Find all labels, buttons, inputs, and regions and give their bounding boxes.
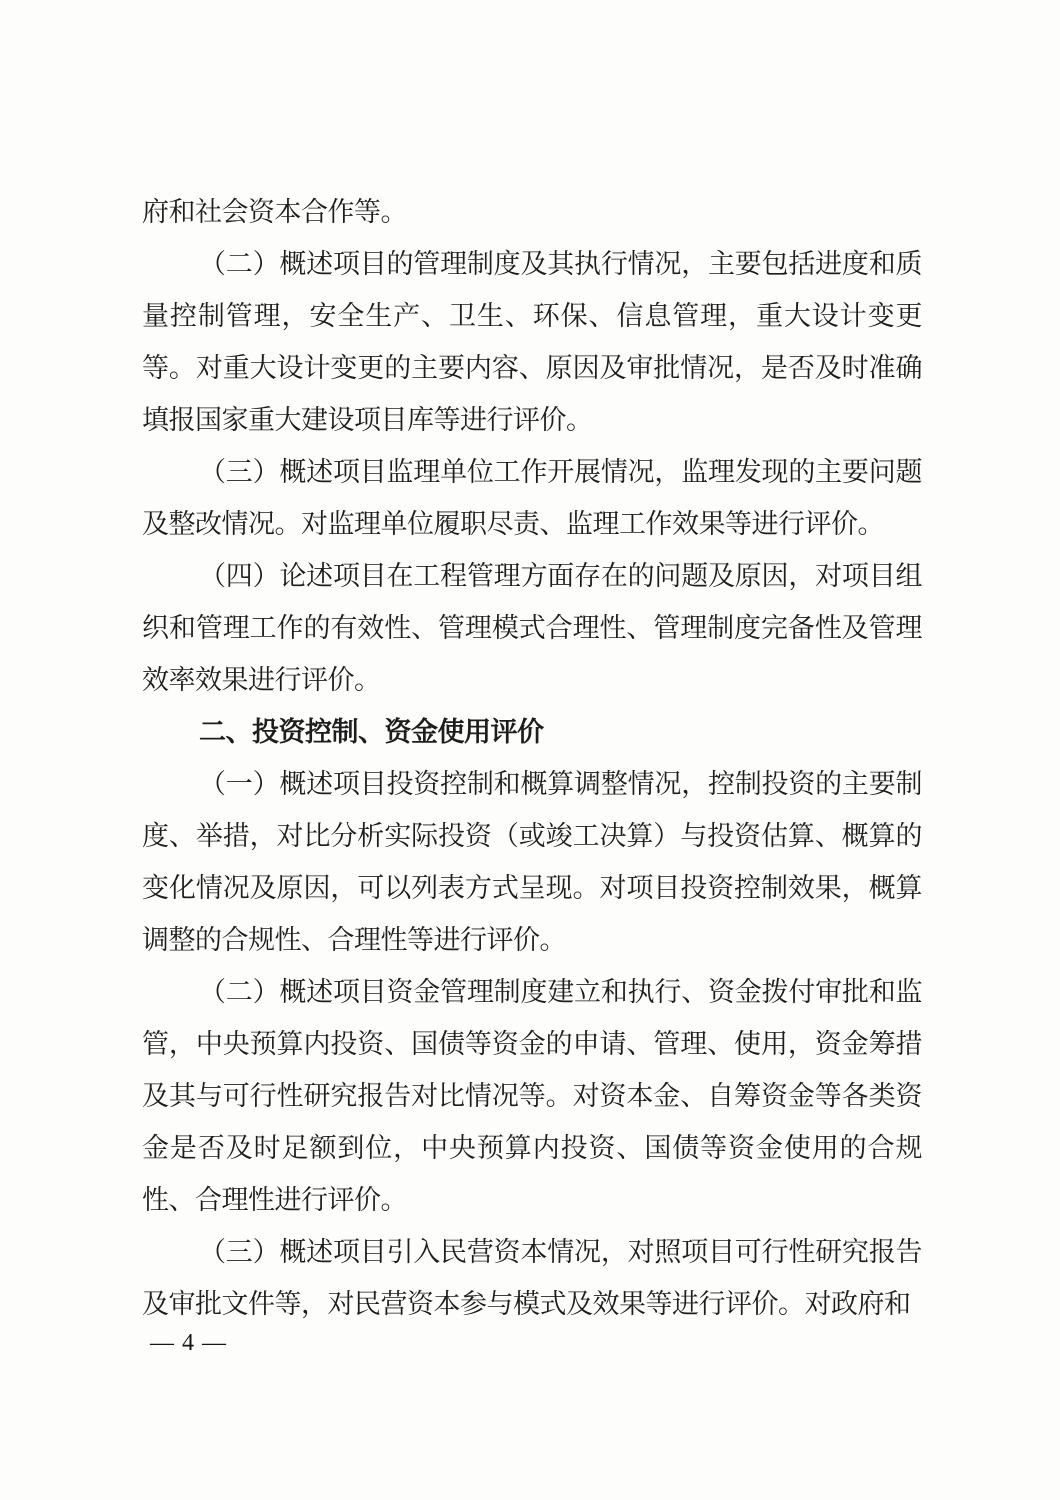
paragraph: （一）概述项目投资控制和概算调整情况，控制投资的主要制度、举措，对比分析实际投资（或竣工决算）与投资估算、概算的变化情况及原因，可以列表方式呈现。对项目投资控制效果，概算调整的合规性、合理性等进行评价。 — [142, 769, 922, 955]
page-number: — 4 — — [150, 1330, 227, 1356]
section-heading: 二、投资控制、资金使用评价 — [199, 717, 544, 747]
paragraph: （四）论述项目在工程管理方面存在的问题及原因，对项目组织和管理工作的有效性、管理模式合理性、管理制度完备性及管理效率效果进行评价。 — [142, 561, 922, 695]
document-body — [142, 186, 922, 1330]
paragraph: （二）概述项目的管理制度及其执行情况，主要包括进度和质量控制管理，安全生产、卫生、环保、信息管理，重大设计变更等。对重大设计变更的主要内容、原因及审批情况，是否及时准确填报国家重大建设项目库等进行评价。 — [142, 249, 922, 435]
paragraph: （三）概述项目引入民营资本情况，对照项目可行性研究报告及审批文件等，对民营资本参与模式及效果等进行评价。对政府和 — [142, 1237, 922, 1319]
paragraph: （三）概述项目监理单位工作开展情况，监理发现的主要问题及整改情况。对监理单位履职尽责、监理工作效果等进行评价。 — [142, 457, 922, 539]
paragraph: （二）概述项目资金管理制度建立和执行、资金拨付审批和监管，中央预算内投资、国债等资金的申请、管理、使用，资金筹措及其与可行性研究报告对比情况等。对资本金、自筹资金等各类资金是否及时足额到位，中央预算内投资、国债等资金使用的合规性、合理性进行评价。 — [142, 977, 922, 1215]
paragraph-continuation: 府和社会资本合作等。 — [142, 197, 407, 227]
